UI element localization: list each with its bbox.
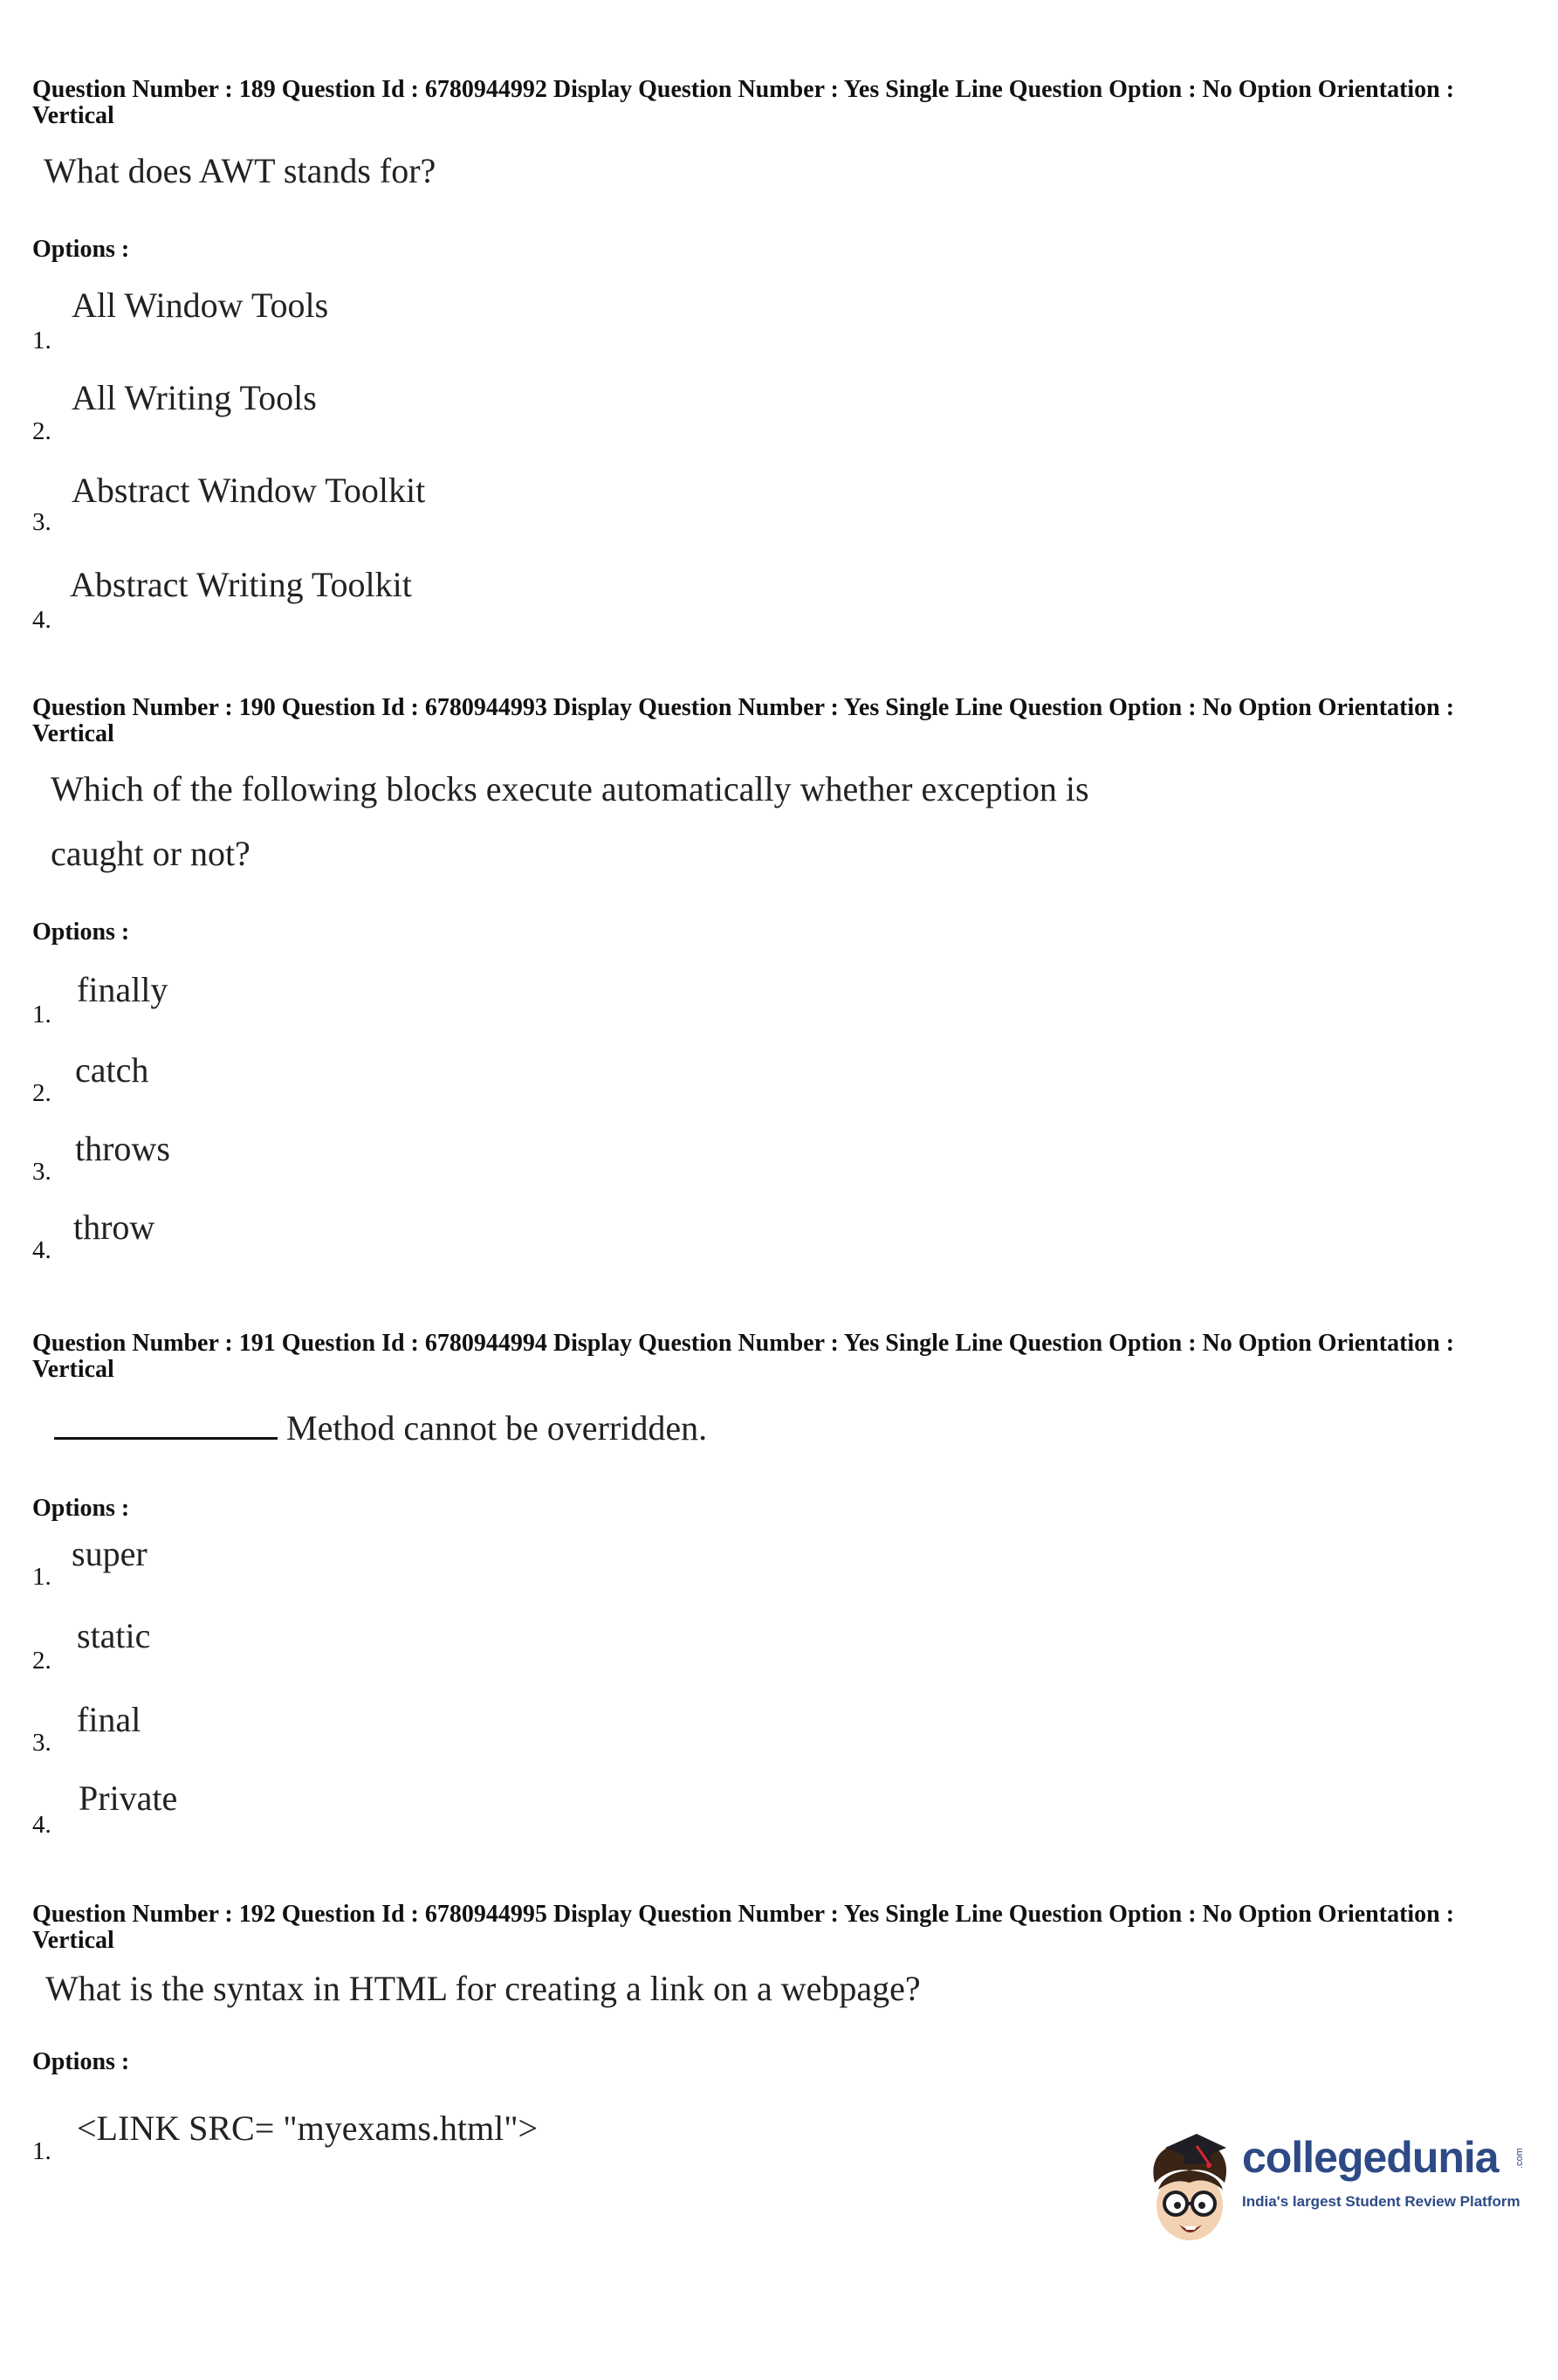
- collegedunia-logo[interactable]: [1139, 2129, 1532, 2255]
- option-text: catch: [75, 1050, 149, 1090]
- option-text: super: [72, 1534, 148, 1573]
- option-number: 4.: [32, 1236, 51, 1264]
- logo-tagline: India's largest Student Review Platform: [1242, 2193, 1520, 2210]
- option-number: 2.: [32, 417, 51, 445]
- question-meta: Question Number : 192 Question Id : 6780944995 Display Question Number : Yes Single Line Question Option : No Option Orientation : Vertical: [32, 1901, 1455, 1954]
- logo-wordmark: collegedunia: [1242, 2133, 1499, 2182]
- question-text: Which of the following blocks execute automatically whether exception is: [51, 769, 1089, 808]
- option-number: 1.: [32, 1563, 51, 1591]
- option-number: 2.: [32, 1647, 51, 1675]
- option-text: Abstract Writing Toolkit: [70, 565, 412, 604]
- option-text: All Window Tools: [72, 285, 329, 325]
- option-number: 3.: [32, 1158, 51, 1186]
- option-number: 1.: [32, 1001, 51, 1028]
- option-number: 1.: [32, 2137, 51, 2165]
- option-text: final: [77, 1700, 141, 1739]
- option-number: 1.: [32, 327, 51, 354]
- question-meta: Question Number : 189 Question Id : 6780944992 Display Question Number : Yes Single Line Question Option : No Option Orientation : Vertical: [32, 76, 1455, 129]
- options-label: Options :: [32, 918, 130, 946]
- option-number: 3.: [32, 508, 51, 536]
- option-number: 2.: [32, 1079, 51, 1107]
- options-label: Options :: [32, 2048, 130, 2075]
- option-number: 3.: [32, 1729, 51, 1757]
- question-text: What does AWT stands for?: [44, 151, 436, 190]
- question-meta: Question Number : 191 Question Id : 6780944994 Display Question Number : Yes Single Line Question Option : No Option Orientation : Vertical: [32, 1330, 1455, 1383]
- option-text: static: [77, 1616, 151, 1655]
- question-text: [54, 1406, 707, 1448]
- option-text: Abstract Window Toolkit: [72, 471, 426, 510]
- option-text: All Writing Tools: [72, 378, 317, 417]
- option-text: Private: [79, 1778, 178, 1818]
- option-number: 4.: [32, 606, 51, 634]
- option-number: 4.: [32, 1811, 51, 1839]
- option-text: throws: [75, 1129, 170, 1168]
- option-text: throw: [73, 1207, 155, 1247]
- question-text: What is the syntax in HTML for creating a link on a webpage?: [45, 1969, 921, 2008]
- option-text: <LINK SRC= "myexams.html">: [77, 2108, 539, 2148]
- question-text-tail: Method cannot be overridden.: [286, 1408, 708, 1448]
- fill-in-blank: [54, 1406, 278, 1440]
- options-label: Options :: [32, 1495, 130, 1522]
- question-text-continued: caught or not?: [51, 834, 251, 873]
- option-text: finally: [77, 970, 168, 1009]
- options-label: Options :: [32, 236, 130, 263]
- logo-domain-suffix: .com: [1513, 2148, 1525, 2169]
- mascot-icon: [1139, 2129, 1237, 2255]
- question-meta: Question Number : 190 Question Id : 6780944993 Display Question Number : Yes Single Line Question Option : No Option Orientation : Vertical: [32, 694, 1455, 747]
